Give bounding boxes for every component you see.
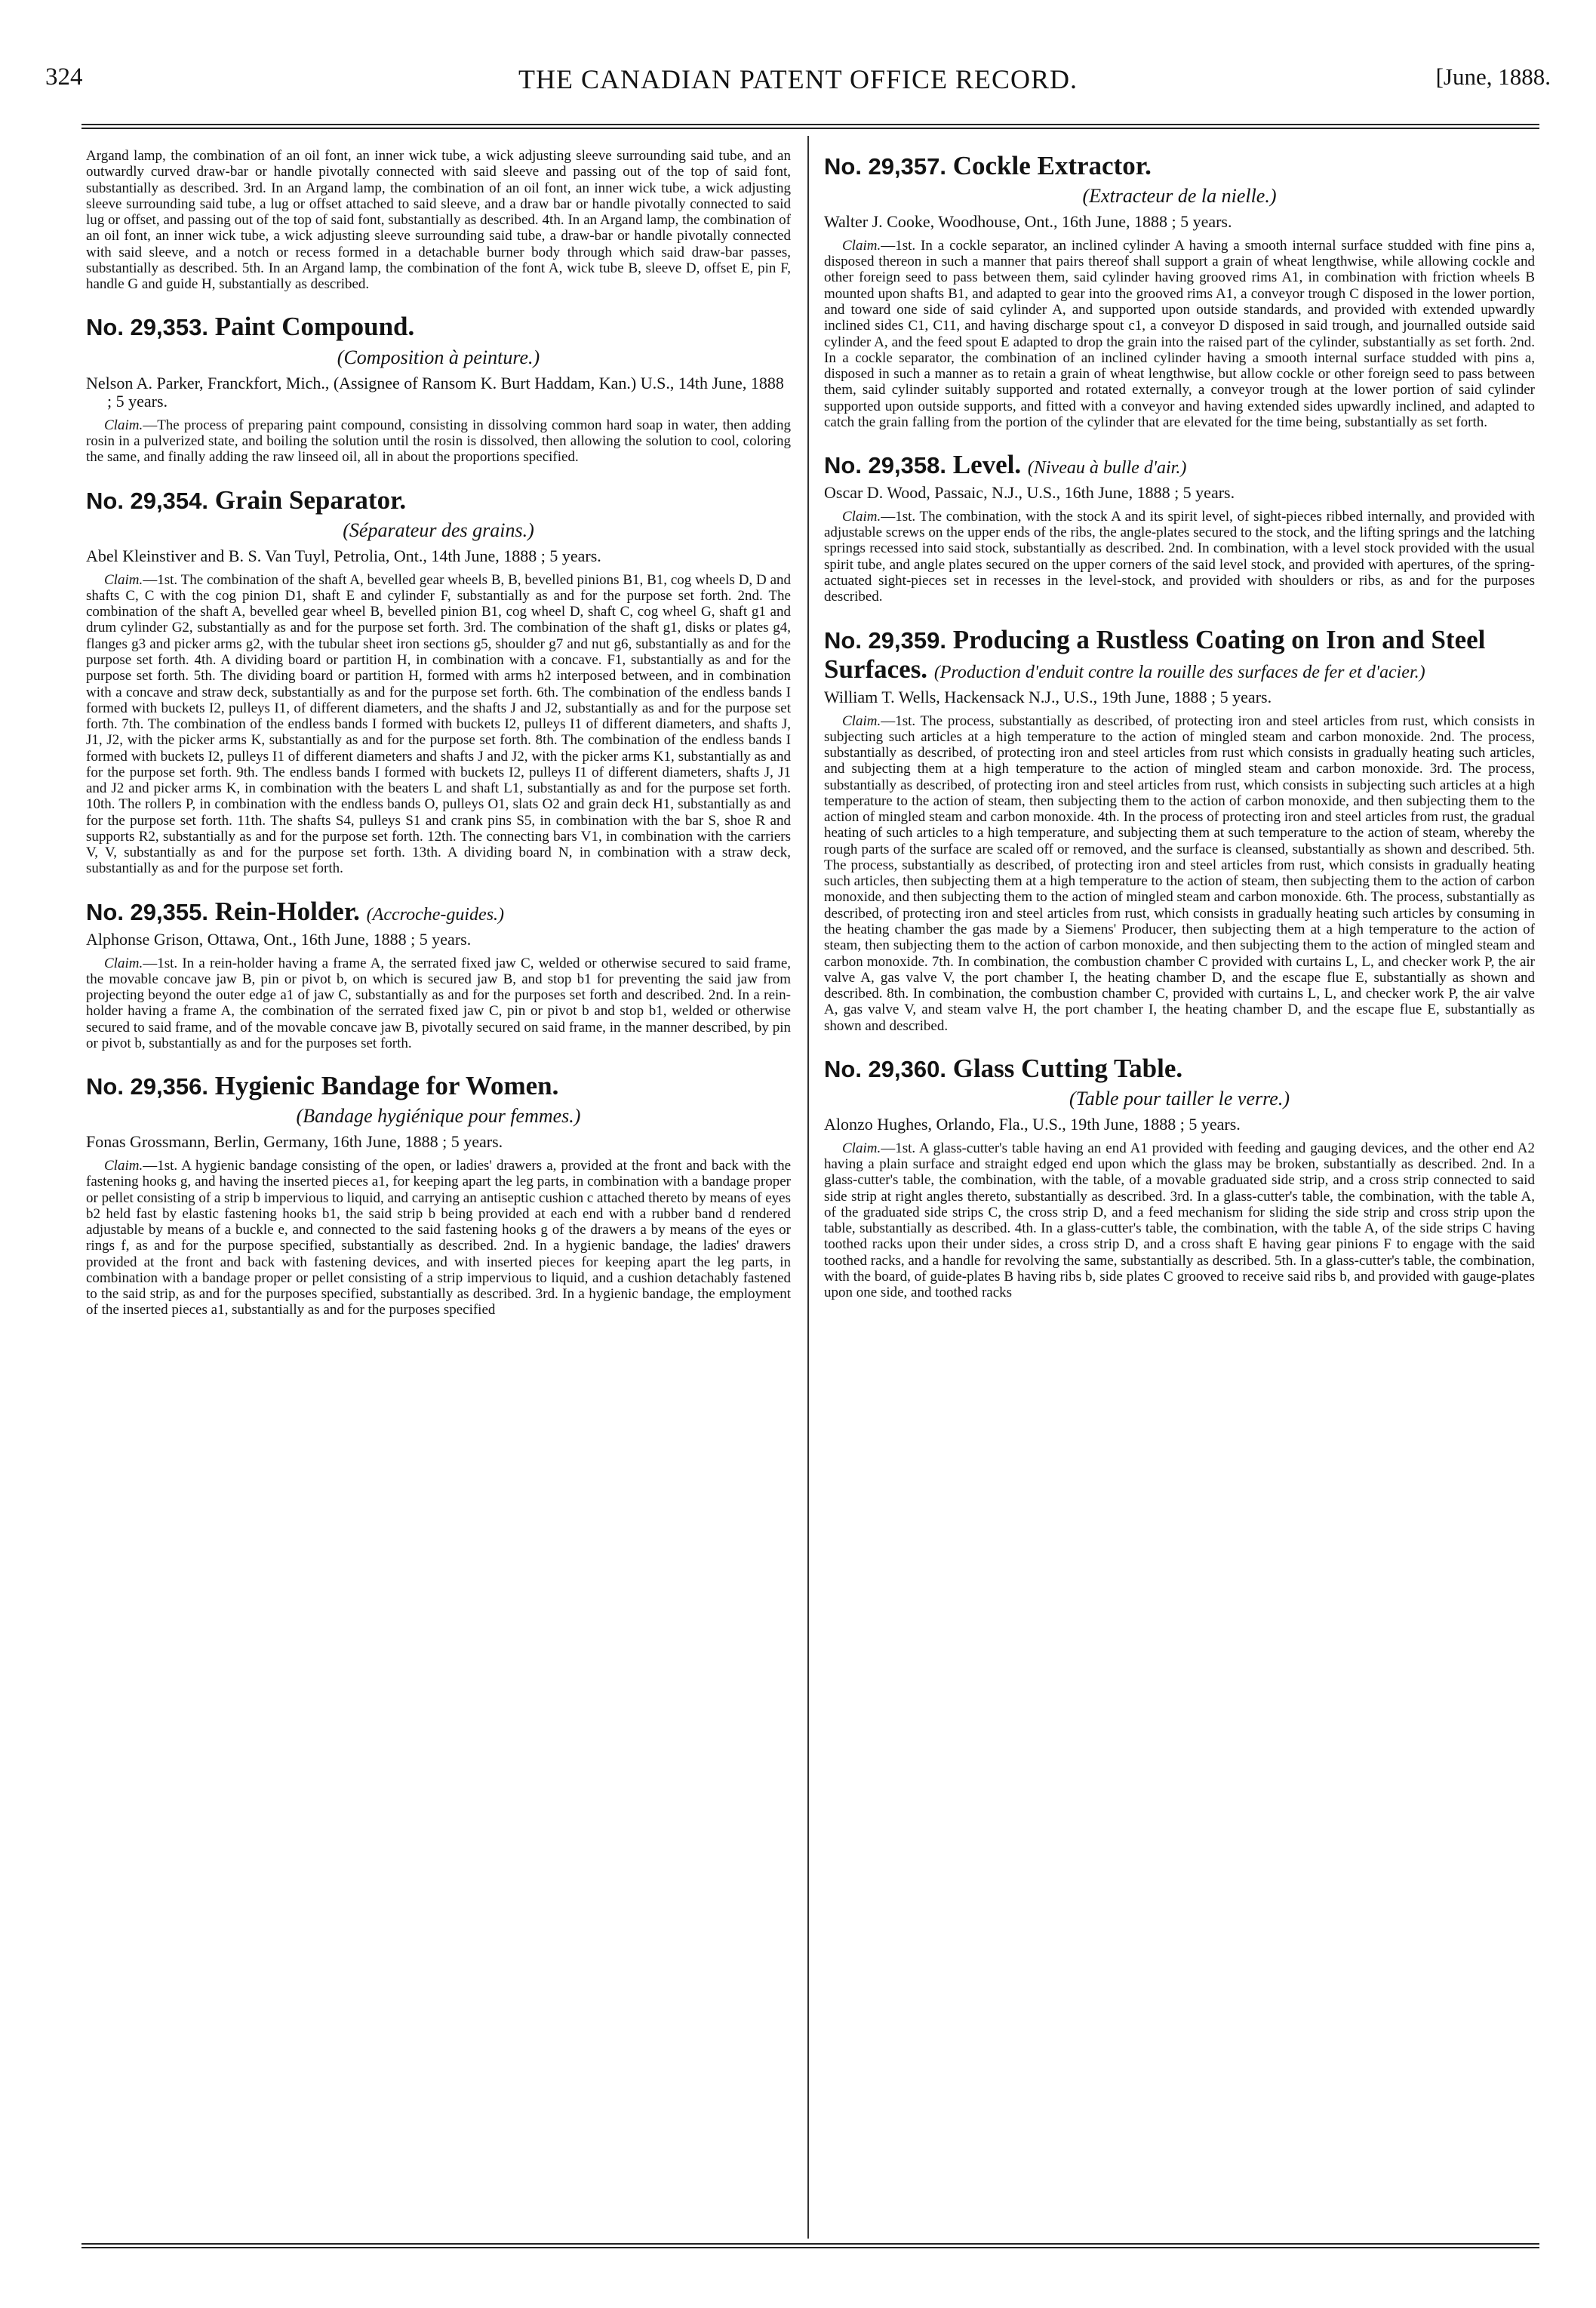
patent-title: Glass Cutting Table. [952,1053,1183,1083]
patent-number: No. 29,354. [86,487,208,514]
entry-heading [86,1071,791,1100]
patent-number: No. 29,353. [86,314,208,341]
journal-title: THE CANADIAN PATENT OFFICE RECORD. [518,64,1078,94]
page-number: 324 [45,63,83,91]
entry-heading [824,1054,1535,1083]
patent-number: No. 29,359. [824,626,946,654]
claim-body: —1st. The process, substantially as described, of protecting iron and steel articles from rust, which consists in subjecting such articles at a high temperature to the action of mingled steam and carbon monoxide. 2nd. The process, substantially as described, of protecting iron and steel articles from rust which consists in gradually heating such articles, and subjecting them at a high temperature to the action of mingled steam and carbon monoxide. 3rd. The process, substantially as described, of protecting iron and steel articles from rust, which consists in subjecting such articles at a high temperature to the action of steam, then subjecting them to the action of carbon monoxide, and then subjecting them to the action of mingled steam and carbon monoxide. 4th. In the process of protecting iron and steel articles from rust, the gradual heating of such articles to a high temperature, and subjecting them at such temperature to the action of steam, whereby the rough parts of the surface are scaled off or removed, and the surface is cleansed, substantially as shown and described. 5th. The process, substantially as described, of protecting iron and steel articles from rust, which consists in gradually heating such articles, then subjecting them at a high temperature to the action of steam, then subjecting them to the action of carbon monoxide, and then subjecting them to the action of mingled steam and carbon monoxide. 6th. The process, substantially as described, of protecting iron and steel articles from rust, which consists in gradually heating such articles by consuming in the heating chamber the gas made by a Siemens' Producer, then subjecting them at a high temperature to the action of steam, then subjecting them to the action of carbon monoxide, and then subjecting them to the action of mingled steam and carbon monoxide. 7th. In combination, the combustion chamber C provided with curtains L, L, and checker work P, the air valve A, gas valve V, the port chamber I, the heating chamber D, and the escape flue E, substantially as shown and described. 8th. In combination, the combustion chamber C, provided with curtains L, L, and checker work P, the air valve A, gas valve V, and steam valve H, the port chamber I, the heating chamber D, and the escape flue E, substantially as shown and described. [824,712,1535,1034]
right-column [824,148,1535,2237]
patent-number: No. 29,356. [86,1073,208,1100]
patent-entry-29356 [86,1071,791,1319]
inventor-line: William T. Wells, Hackensack N.J., U.S., 19th June, 1888 ; 5 years. [824,687,1272,706]
entry-heading [86,897,791,926]
patent-title: Hygienic Bandage for Women. [214,1071,559,1101]
french-title: (Niveau à bulle d'air.) [1027,458,1187,479]
patent-entry-29355 [86,897,791,1051]
patent-number: No. 29,358. [824,452,946,479]
patent-entry-29354 [86,485,791,877]
claim-body: —1st. In a cockle separator, an inclined cylinder A having a smooth internal surface studded with fine pins a, disposed thereon in such a manner that pairs thereof shall support a grain of wheat lengthwise, while allowing cockle and other foreign seed to pass between them, said cylinder having grooved rims A1, in combination with friction wheels B mounted upon shafts B1, and adapted to gear into the grooved rims A1, a conveyor trough C disposed in the lower portion, and toward one side of said cylinder A, and supported upon outside standards, and provided with extended upwardly inclined sides C1, C11, and having discharge spout c1, a conveyor D disposed in said trough, and journalled outside said cylinder A, and the feed spout E adapted to drop the grain into the raised part of the cylinder, substantially as set forth. 2nd. In a cockle separator, the combination of an inclined cylinder having a smooth internal surface studded with pins a, disposed in such a manner as to retain a grain of wheat lengthwise, but allow cockle or other foreign seed to pass between them, said cylinder suitably supported and rotated externally, a conveyor trough at the lower portion of said cylinder supported upon outside supports, and fitted with a conveyor and having extended sides upwardly inclined, and adapted to catch the grain falling from the portion of the cylinder that are elevated for the time being, substantially as set forth. [824,237,1535,430]
french-title: (Table pour tailler le verre.) [1069,1088,1290,1110]
french-title: (Accroche-guides.) [366,904,505,925]
inventor-line: Oscar D. Wood, Passaic, N.J., U.S., 16th June, 1888 ; 5 years. [824,483,1235,503]
french-title: (Séparateur des grains.) [343,519,534,541]
patent-entry-29353 [86,312,791,465]
claim-label: Claim. [104,1158,143,1174]
claim-label: Claim. [842,508,881,525]
patent-number: No. 29,357. [824,153,946,180]
french-title: (Composition à peinture.) [337,346,540,368]
left-column [86,148,791,2237]
french-title: (Extracteur de la nielle.) [1082,185,1277,208]
claim-body: —1st. A glass-cutter's table having an end A1 provided with feeding and gauging devices, and the other end A2 having a plain surface and straight edged end upon which the glass may be broken, substantially as described. 2nd. In a glass-cutter's table, the combination, with the table, of a movable graduated side strip, and a cross strip connected to said side strip at right angles thereto, substantially as described. 3rd. In a glass-cutter's table, the combination, with the table A, of the graduated side strips C, the cross strip D, and a feed mechanism for sliding the side strip and cross strip upon the table, substantially as described. 4th. In a glass-cutter's table, the combination, with the table A, of the side strips C having toothed racks upon their under sides, a cross strip D, and a cross shaft E having gear pinions F to engage with the said toothed racks, and a handle for revolving the same, substantially as described. 5th. In a glass-cutter's table, the combination, with the board, of guide-plates B having ribs b, side plates C grooved to receive said ribs b, and provided with gauge-plates upon one side, and toothed racks [824,1140,1535,1301]
claim-label: Claim. [842,1140,881,1156]
claim-body: —The process of preparing paint compound, consisting in dissolving common hard soap in water, then adding rosin in a pulverized state, and boiling the solution until the rosin is dissolved, then allowing the solution to cool, coloring the same, and finally adding the raw linseed oil, all in about the proportions specified. [86,417,791,466]
entry-heading [86,485,791,515]
entry-heading [824,625,1535,684]
patent-number: No. 29,355. [86,898,208,925]
claim-body: —1st. The combination of the shaft A, bevelled gear wheels B, B, bevelled pinions B1, B1, cog wheels D, D and shafts C, C with the cog pinion D1, shaft E and cylinder F, substantially as and for the purpose set forth. 2nd. The combination of the shaft A, bevelled gear wheel B, bevelled pinion B1, cog wheel D, shaft C, cog wheel G, shaft g1 and drum cylinder G2, substantially as and for the purpose set forth. 3rd. The combination of the shaft g1, disks or plates g4, flanges g3 and picker arms g2, with the tubular sheet iron sections g5, shoulder g7 and nut g6, substantially as and for the purpose set forth. 4th. A dividing board or partition H, in combination with a concave. F1, substantially as and for the purpose set forth. 5th. The dividing board or partition H, formed with arms h2 interposed between, and in combination with a concave and straw deck, substantially as and for the purpose set forth. 6th. The combination of the endless bands I formed with buckets I2, pulleys I1, of different diameters, and the shafts J and J2, substantially as and for the purpose set forth. 7th. The combination of the endless bands I formed with buckets I2, pulleys I1 of different diameters, and shafts J, J1, J2, with the picker arms K, substantially as and for the purpose set forth. 8th. The combination of the endless bands I formed with buckets I2, pulleys I1 of different diameters and shafts J and J2, with the picker arms K1, substantially as and for the purpose set forth. 9th. The endless bands I formed with buckets I2, pulleys I1 of different diameters, shafts J, J1 and J2 and picker arms K, in combination with the beaters L and shaft L1, substantially as and for the purpose set forth. 10th. The rollers P, in combination with the endless bands O, pulleys O1, slats O2 and grain deck H1, substantially as and for the purpose set forth. 11th. The shafts S4, pulleys S1 and crank pins S5, in combination with the bar S, shoe R and supports R2, substantially as and for the purpose set forth. 12th. The connecting bars V1, in combination with the carriers V, V, substantially as and for the purpose set forth. 13th. A dividing board N, in combination with a straw deck, substantially as and for the purpose set forth. [86,571,791,877]
inventor-line: Alonzo Hughes, Orlando, Fla., U.S., 19th June, 1888 ; 5 years. [824,1115,1241,1134]
entry-heading [824,450,1535,479]
claim-text [824,1140,1535,1301]
patent-title: Paint Compound. [214,312,415,342]
patent-title: Grain Separator. [214,485,407,515]
claim-label: Claim. [104,417,143,433]
top-double-rule [81,124,1539,129]
inventor-line: Nelson A. Parker, Franckfort, Mich., (Assignee of Ransom K. Burt Haddam, Kan.) U.S., 14th June, 1888 ; 5 years. [86,373,784,411]
issue-date: [June, 1888. [1435,63,1551,90]
patent-entry-29357 [824,151,1535,430]
bottom-double-rule [81,2243,1539,2248]
claim-text [824,509,1535,605]
column-divider [807,136,809,2239]
claim-text [86,417,791,466]
claim-label: Claim. [842,712,881,729]
entry-heading [86,312,791,341]
patent-title: Producing a Rustless Coating on Iron and Steel Surfaces. [824,624,1486,684]
french-title: (Bandage hygiénique pour femmes.) [296,1105,581,1128]
page-header [45,63,1551,109]
patent-entry-29358 [824,450,1535,605]
patent-entry-29360 [824,1054,1535,1301]
claim-text [86,956,791,1052]
inventor-line: Abel Kleinstiver and B. S. Van Tuyl, Petrolia, Ont., 14th June, 1888 ; 5 years. [86,546,601,566]
entry-heading [824,151,1535,180]
claim-body: —1st. A hygienic bandage consisting of the open, or ladies' drawers a, provided at the front and back with the fastening hooks g, and having the inserted pieces a1, for keeping apart the leg parts, in combination with a bandage proper or pellet consisting of a strip b impervious to liquid, and carrying an antiseptic cushion c attached thereto by means of eyes b2 held fast by elastic fastening hooks b1, the said strip b being provided at each end with a rubber band d rendered adjustable by means of a buckle e, and connected to the said fastening hooks g of the drawers a by means of the eyes or rings f, as and for the purpose specified, substantially as described. 2nd. In a hygienic bandage, the ladies' drawers provided at the front and back with fastening devices, and with inserted pieces for keeping apart the leg parts, in combination with a bandage proper or pellet consisting of a strip impervious to liquid, and a cushion detachably fastened to the said strip, as and for the purposes specified, substantially as described. 3rd. In a hygienic bandage, the employment of the inserted pieces a1, substantially as and for the purposes specified [86,1158,791,1319]
inventor-line: Fonas Grossmann, Berlin, Germany, 16th June, 1888 ; 5 years. [86,1132,503,1152]
patent-title: Rein-Holder. [214,896,360,926]
claim-label: Claim. [104,955,143,971]
inventor-line: Walter J. Cooke, Woodhouse, Ont., 16th June, 1888 ; 5 years. [824,212,1232,232]
claim-text [824,238,1535,430]
claim-label: Claim. [104,571,143,588]
claim-text [86,1158,791,1319]
claim-label: Claim. [842,237,881,254]
patent-title: Level. [952,450,1022,480]
claim-body: —1st. In a rein-holder having a frame A, the serrated fixed jaw C, welded or otherwise secured to said frame, the movable concave jaw B, pin or pivot b, on which is secured jaw B, and stop b1 for preventing the said jaw from projecting beyond the outer edge a1 of jaw C, substantially as and for the purposes set forth and described. 2nd. In a rein-holder having a frame A, the combination of the serrated fixed jaw C, pin or pivot b and stop b1, welded or otherwise secured to said frame, and of the movable concave jaw B, pivotally secured on said frame, in the manner described, by pin or pivot b, substantially as and for the purposes set forth. [86,955,791,1051]
french-title: (Production d'enduit contre la rouille des surfaces de fer et d'acier.) [933,662,1425,682]
continuation-text: Argand lamp, the combination of an oil font, an inner wick tube, a wick adjusting sleeve surrounding said tube, and an outwardly curved draw-bar or handle pivotally connected with said sleeve and passing out of the top of said font, substantially as described. 3rd. In an Argand lamp, the combination of an oil font, an inner wick tube, a wick adjusting sleeve surrounding said tube, a lug or offset attached to said sleeve, and a draw bar or handle pivotally connected to said lug or offset, and passing out of the top of said font, substantially as described. 4th. In an Argand lamp, the combination of an oil font, an inner wick tube, a wick adjusting sleeve surrounding said tube, a draw-bar or handle pivotally connected with said sleeve, and a notch or recess formed in a detachable burner body through which said draw-bar passes, substantially as described. 5th. In an Argand lamp, the combination of the font A, wick tube B, sleeve D, offset E, pin F, handle G and guide H, substantially as described. [86,148,791,293]
claim-text [824,713,1535,1034]
claim-body: —1st. The combination, with the stock A and its spirit level, of sight-pieces ribbed internally, and provided with adjustable screws on the upper ends of the ribs, the angle-plates secured to the stock, and the lifting springs and the latching springs recessed into said stock, substantially as described. 2nd. In combination, with a level stock provided with the usual spirit tube, and angle plates secured on the upper corners of the said level stock, and provided with apertures, of the spring-actuated sight-pieces set in recesses in the level-stock, and provided with shoulders or ribs, as and for the purposes described. [824,508,1535,605]
inventor-line: Alphonse Grison, Ottawa, Ont., 16th June, 1888 ; 5 years. [86,929,472,949]
patent-title: Cockle Extractor. [952,151,1152,180]
patent-number: No. 29,360. [824,1055,946,1082]
claim-text [86,572,791,877]
patent-entry-29359 [824,625,1535,1034]
